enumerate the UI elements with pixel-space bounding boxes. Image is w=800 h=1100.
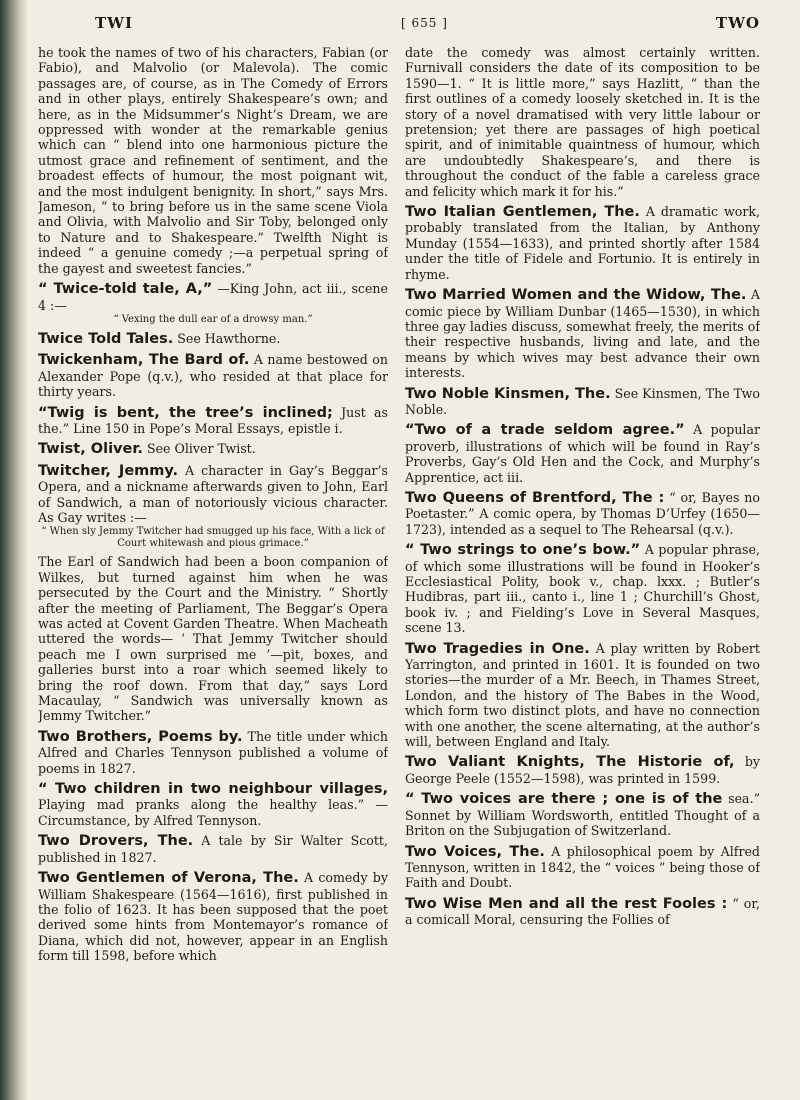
entry-headword: Twist, Oliver. [38, 441, 143, 458]
entry-headword: “Twig is bent, the tree’s inclined; [38, 404, 333, 421]
entry [405, 641, 760, 750]
entry-text: See Oliver Twist. [146, 441, 256, 457]
entry [405, 386, 760, 418]
book-binding-edge [0, 0, 28, 1100]
entry [38, 781, 388, 828]
entry-text: A dramatic work, probably translated from the Italian, by Anthony Munday (1554—1633), and printed shortly after 1584 under the title of Fidele and Fortunio. It is entirely in rhyme. [405, 204, 760, 282]
entry [405, 490, 760, 537]
page-header [95, 10, 760, 36]
entry-quote: “ When sly Jemmy Twitcher had smugged up his face, With a lick of Court whitewash and pious grimace.” [41, 526, 385, 550]
entry-headword: Two Wise Men and all the rest Fooles : [405, 895, 728, 912]
entry-text: A philosophical poem by Alfred Tennyson, written in 1842, the “ voices ” being those of Faith and Doubt. [405, 843, 760, 891]
page-number: [ 655 ] [401, 16, 448, 30]
entry-text: The Earl of Sandwich had been a boon companion of Wilkes, but turned against him when he was persecuted by the Court and the Ministry. “ Shortly after the meeting of Parliament, The Beggar’s Opera was acted at Covent Garden Theatre. When Macheath uttered the words— ‘ That Jemmy Twitcher should peach me I own surprised me ’—pit, boxes, and galleries burst into a roar which seemed likely to bring the roof down. From that day,” says Lord Macaulay, “ Sandwich was universally known as Jemmy Twitcher.” [38, 554, 388, 724]
entry [38, 729, 388, 776]
entry-text: A comic piece by William Dunbar (1465—1530), in which three gay ladies discuss, somewhat freely, the merits of their respective husbands, living and late, and the means by which wives may best advance their own interests. [405, 287, 760, 381]
entry-headword: Twitcher, Jemmy. [38, 462, 178, 479]
entry-headword: Twickenham, The Bard of. [38, 352, 250, 369]
entry-headword: “ Twice-told tale, A,” [38, 281, 213, 298]
entry-text: A character in Gay’s Beggar’s Opera, and a nickname afterwards given to John, Earl of Sandwich, a man of notoriously vicious character. As Gay writes :— [38, 462, 388, 525]
entry-text: “ or, Bayes no Poetaster.” A comic opera, by Thomas D’Urfey (1650—1723), intended as a sequel to The Rehearsal (q.v.). [405, 489, 760, 537]
entry-headword: Two Married Women and the Widow, The. [405, 287, 747, 304]
entry [38, 352, 388, 399]
entry-continuation: date the comedy was almost certainly written. Furnivall considers the date of its composition to be 1590—1. “ It is little more,” says Hazlitt, “ than the first outlines of a comedy loosely sketched in. It is the story of a novel dramatised with very little labour or pretension; yet there are passages of high poetical spirit, and of inimitable quaintness of humour, which are undoubtedly Shakespeare’s, and there is throughout the conduct of the fable a careless grace and felicity which mark it for his.” [405, 45, 760, 199]
entry-text: See Kinsmen, The Two Noble. [405, 385, 760, 417]
entry-headword: Two Voices, The. [405, 843, 545, 860]
entry [38, 833, 388, 865]
entry [405, 204, 760, 282]
header-left-guideword: TWI [95, 14, 134, 32]
entry [405, 542, 760, 635]
entry [38, 463, 388, 724]
entry [38, 405, 388, 437]
entry [405, 844, 760, 891]
entry [405, 422, 760, 485]
entry-headword: “ Two voices are there ; one is of the [405, 791, 723, 808]
entry-text: See Hawthorne. [177, 330, 281, 346]
entry-headword: Two Brothers, Poems by. [38, 728, 243, 745]
entry-text: The title under which Alfred and Charles Tennyson published a volume of poems in 1827. [38, 728, 388, 776]
entry-text: Just as the.” Line 150 in Pope’s Moral Essays, epistle i. [38, 404, 388, 436]
entry-headword: “Two of a trade seldom agree.” [405, 422, 685, 439]
entry-continuation: he took the names of two of his characters, Fabian (or Fabio), and Malvolio (or Malevola). The comic passages are, of course, as in The Comedy of Errors and in other plays, entirely Shakespeare’s own; and here, as in the Midsummer’s Night’s Dream, we are oppressed with wonder at the remarkable genius which can “ blend into one harmonious picture the utmost grace and refinement of sentiment, and the broadest effects of humour, the most poignant wit, and the most indulgent benignity. In short,” says Mrs. Jameson, “ to bring before us in the same scene Viola and Olivia, with Malvolio and Sir Toby, belonged only to Nature and to Shakespeare.” Twelfth Night is indeed “ a genuine comedy ;—a perpetual spring of the gayest and sweetest fancies.” [38, 45, 388, 276]
left-column [38, 45, 388, 1085]
entry-text: A popular proverb, illustrations of which will be found in Ray’s Proverbs, Gay’s Old Hen and the Cock, and Murphy’s Apprentice, act iii. [405, 422, 760, 485]
entry-headword: Twice Told Tales. [38, 330, 174, 347]
entry-text: —King John, act iii., scene 4 :— [38, 281, 388, 313]
entry-text: by George Peele (1552—1598), was printed in 1599. [405, 754, 760, 786]
entry-quote: “ Vexing the dull ear of a drowsy man.” [113, 313, 313, 325]
entry [405, 754, 760, 786]
right-column [405, 45, 760, 1085]
entry-headword: Two Tragedies in One. [405, 640, 590, 657]
entry [405, 896, 760, 928]
entry-headword: Two Gentlemen of Verona, The. [38, 870, 299, 887]
entry [405, 791, 760, 838]
entry-text: sea.” Sonnet by William Wordsworth, entitled Thought of a Briton on the Subjugation of Switzerland. [405, 791, 760, 839]
entry-text: Playing mad pranks along the healthy leas.” —Circumstance, by Alfred Tennyson. [38, 797, 388, 828]
entry [38, 331, 388, 347]
entry-headword: “ Two strings to one’s bow.” [405, 542, 641, 559]
entry-headword: Two Valiant Knights, The Historie of, [405, 754, 735, 771]
entry-headword: “ Two children in two neighbour villages, [38, 781, 388, 798]
entry [38, 870, 388, 963]
entry-headword: Two Noble Kinsmen, The. [405, 385, 611, 402]
entry-text: A popular phrase, of which some illustrations will be found in Hooker’s Ecclesiastical Polity, book v., chap. lxxx. ; Butler’s Hudibras, part iii., canto i., line 1 ; Churchill’s Ghost, book iv. ; and Fielding’s Love in Several Masques, scene 13. [405, 542, 760, 636]
entry-text: A comedy by William Shakespeare (1564—1616), first published in the folio of 1623. It has been supposed that the poet derived some hints from Montemayor’s romance of Diana, which did not, however, appear in an English form till 1598, before which [38, 870, 388, 964]
entry-text: A tale by Sir Walter Scott, published in 1827. [38, 833, 388, 865]
entry [38, 281, 388, 326]
entry-text: A name bestowed on Alexander Pope (q.v.), who resided at that place for thirty years. [38, 352, 388, 400]
entry-headword: Two Queens of Brentford, The : [405, 489, 665, 506]
entry-headword: Two Italian Gentlemen, The. [405, 204, 640, 221]
entry-text: “ or, a comicall Moral, censuring the Follies of [405, 895, 760, 928]
entry [405, 287, 760, 380]
entry [38, 441, 388, 457]
entry-text: A play written by Robert Yarrington, and printed in 1601. It is founded on two stories—the murder of a Mr. Beech, in Thames Street, London, and the history of The Babes in the Wood, which form two distinct plots, and have no connection with one another, the scene alternating, at the author’s will, between England and Italy. [405, 640, 760, 750]
entry-headword: Two Drovers, The. [38, 833, 194, 850]
header-right-guideword: TWO [715, 14, 760, 32]
